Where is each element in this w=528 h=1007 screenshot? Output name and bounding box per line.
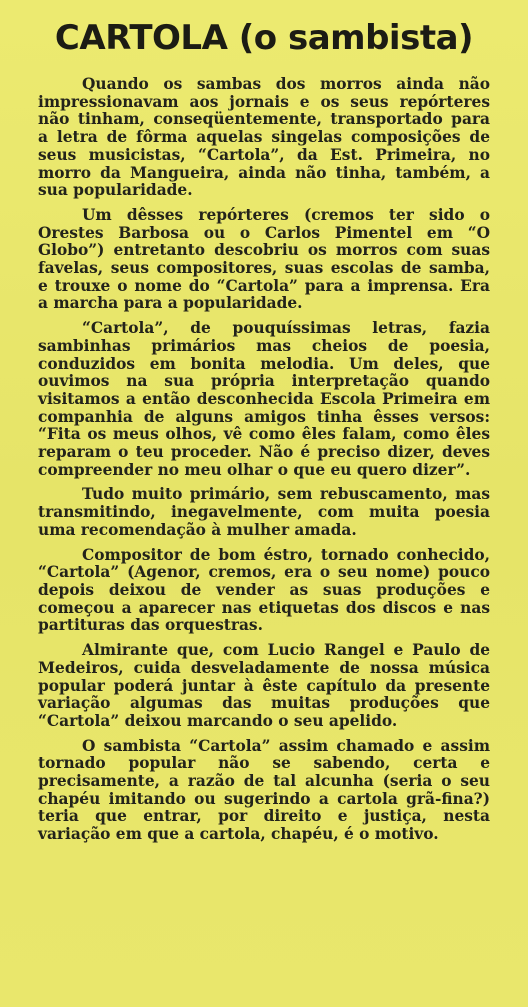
article-title: CARTOLA (o sambista) (54, 18, 474, 58)
article-paragraph: O sambista “Cartola” assim chamado e assim tornado popular não se sabendo, certa e precisamente, a razão de tal alcunha (seria o seu chapéu imitando ou sugerindo a cartola grã-fina?) teria que entrar, por direito e justiça, nesta variação em que a cartola, chapéu, é o motivo. (38, 736, 490, 844)
article-paragraph: Quando os sambas dos morros ainda não impressionavam aos jornais e os seus repórteres não tinham, conseqüentemente, transportado para a letra de fôrma aquelas singelas composições de seus musicistas, “Cartola”, da Est. Primeira, no morro da Mangueira, ainda não tinha, também, a sua popularidade. (38, 75, 490, 200)
article-paragraph: Compositor de bom éstro, tornado conhecido, “Cartola” (Agenor, cremos, era o seu nome) pouco depois deixou de vender as suas produções e começou a aparecer nas etiquetas dos discos e nas partituras das orquestras. (38, 545, 490, 635)
article-paragraph: Um dêsses repórteres (cremos ter sido o Orestes Barbosa ou o Carlos Pimentel em “O Globo”) entretanto descobriu os morros com suas favelas, seus compositores, suas escolas de samba, e trouxe o nome do “Cartola” para a imprensa. Era a marcha para a popularidade. (38, 205, 490, 313)
article-paragraph: “Cartola”, de pouquíssimas letras, fazia sambinhas primários mas cheios de poesia, conduzidos em bonita melodia. Um deles, que ouvimos na sua própria interpretação quando visitamos a então desconhecida Escola Primeira em companhia de alguns amigos tinha êsses versos: “Fita os meus olhos, vê como êles falam, como êles reparam o teu proceder. Não é preciso dizer, deves compreender no meu olhar o que eu quero dizer”. (38, 319, 490, 479)
article-paragraph: Tudo muito primário, sem rebuscamento, mas transmitindo, inegavelmente, com muita poesia uma recomendação à mulher amada. (38, 485, 490, 539)
article-paragraph: Almirante que, com Lucio Rangel e Paulo de Medeiros, cuida desveladamente de nossa música popular poderá juntar à êste capítulo da presente variação algumas das muitas produções que “Cartola” deixou marcando o seu apelido. (38, 641, 490, 730)
article-body (38, 76, 490, 851)
